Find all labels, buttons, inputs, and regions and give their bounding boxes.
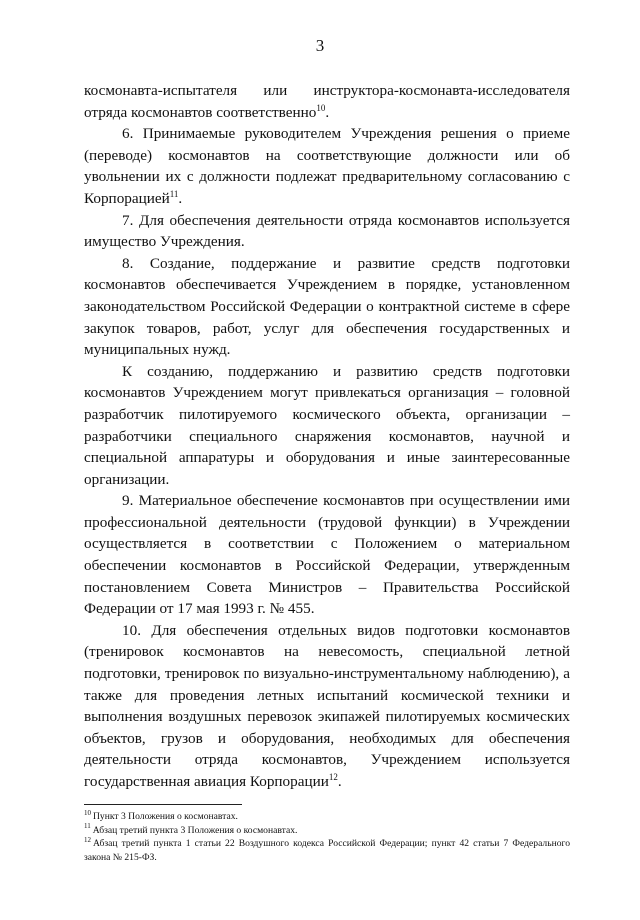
footnote-number: 10: [84, 808, 91, 817]
footnote-divider: [84, 804, 242, 805]
paragraph-item-7: [84, 210, 570, 253]
paragraph-text: 10. Для обеспечения отдельных видов подготовки космонавтов (тренировок космонавтов на невесомость, специальной летной подготовки, тренировок по визуально-инструментальному наблюдению), а также для проведения летных испытаний космической техники и выполнения воздушных перевозок экипажей пилотируемых космических объектов, грузов и оборудования, необходимых для обеспечения деятельности отряда космонавтов, Учреждением используется государственная авиация Корпорации: [84, 621, 570, 790]
footnote-10: [84, 810, 570, 824]
footnote-ref: 11: [169, 188, 179, 199]
document-body: [84, 80, 570, 793]
paragraph-text: 6. Принимаемые руководителем Учреждения решения о приеме (переводе) космонавтов на соответствующие должности или об увольнении их с должности подлежат предварительному согласованию с Корпорацией: [84, 125, 570, 207]
footnotes: [84, 810, 570, 864]
footnote-ref: 10: [316, 102, 326, 113]
paragraph-continuation: космонавта-испытателя или инструктора-космонавта-исследователя отряда космонавтов соответственно$^{10}$.: [84, 82, 570, 121]
paragraph-item-9: [84, 490, 570, 620]
paragraph-text: 8. Создание, поддержание и развитие средств подготовки космонавтов обеспечивается Учреждением в порядке, установленном законодательством Российской Федерации о контрактной системе в сфере закупок товаров, работ, услуг для обеспечения государственных и муниципальных нужд.: [84, 254, 570, 359]
footnote-text: Абзац третий пункта 3 Положения о космонавтах.: [92, 824, 298, 836]
footnote-text: Абзац третий пункта 1 статьи 22 Воздушного кодекса Российской Федерации; пункт 42 статьи 7 Федерального закона № 215-ФЗ.: [84, 838, 570, 863]
footnote-number: 12: [84, 836, 91, 844]
page-number: 3: [315, 36, 325, 55]
paragraph-item-8: [84, 253, 570, 361]
footnote-text: Пункт 3 Положения о космонавтах.: [93, 811, 238, 822]
paragraph-text: К созданию, поддержанию и развитию средств подготовки космонавтов Учреждением могут привлекаться организация – головной разработчик пилотируемого космического объекта, организации – разработчики специального снаряжения космонавтов, научной и специальной аппаратуры и оборудования и иные заинтересованные организации.: [84, 362, 570, 488]
paragraph-item-6: 6. Принимаемые руководителем Учреждения решения о приеме (переводе) космонавтов на соответствующие должности или об увольнении их с должности подлежат предварительному согласованию с Корпорацией$^{11}$.: [84, 125, 570, 207]
paragraph-text: 7. Для обеспечения деятельности отряда космонавтов используется имущество Учреждения.: [84, 211, 570, 251]
paragraph-item-10: 10. Для обеспечения отдельных видов подготовки космонавтов (тренировок космонавтов на невесомость, специальной летной подготовки, тренировок по визуально-инструментальному наблюдению), а также для проведения летных испытаний космической техники и выполнения воздушных перевозок экипажей пилотируемых космических объектов, грузов и оборудования, необходимых для обеспечения деятельности отряда космонавтов, Учреждением используется государственная авиация Корпорации$^{12}$.: [84, 621, 570, 790]
footnote-number: 11: [84, 822, 91, 831]
footnote-12: [84, 837, 570, 864]
paragraph-text: космонавта-испытателя или инструктора-космонавта-исследователя отряда космонавтов соответственно: [84, 82, 570, 121]
paragraph-text: 9. Материальное обеспечение космонавтов при осуществлении ими профессиональной деятельности (трудовой функции) в Учреждении осуществляется в соответствии с Положением о материальном обеспечении космонавтов в Российской Федерации, утвержденным постановлением Совета Министров – Правительства Российской Федерации от 17 мая 1993 г. № 455.: [84, 492, 570, 618]
footnote-11: [84, 824, 570, 838]
footnote-ref: 12: [328, 771, 338, 782]
paragraph-item-8-cont: [84, 361, 570, 491]
